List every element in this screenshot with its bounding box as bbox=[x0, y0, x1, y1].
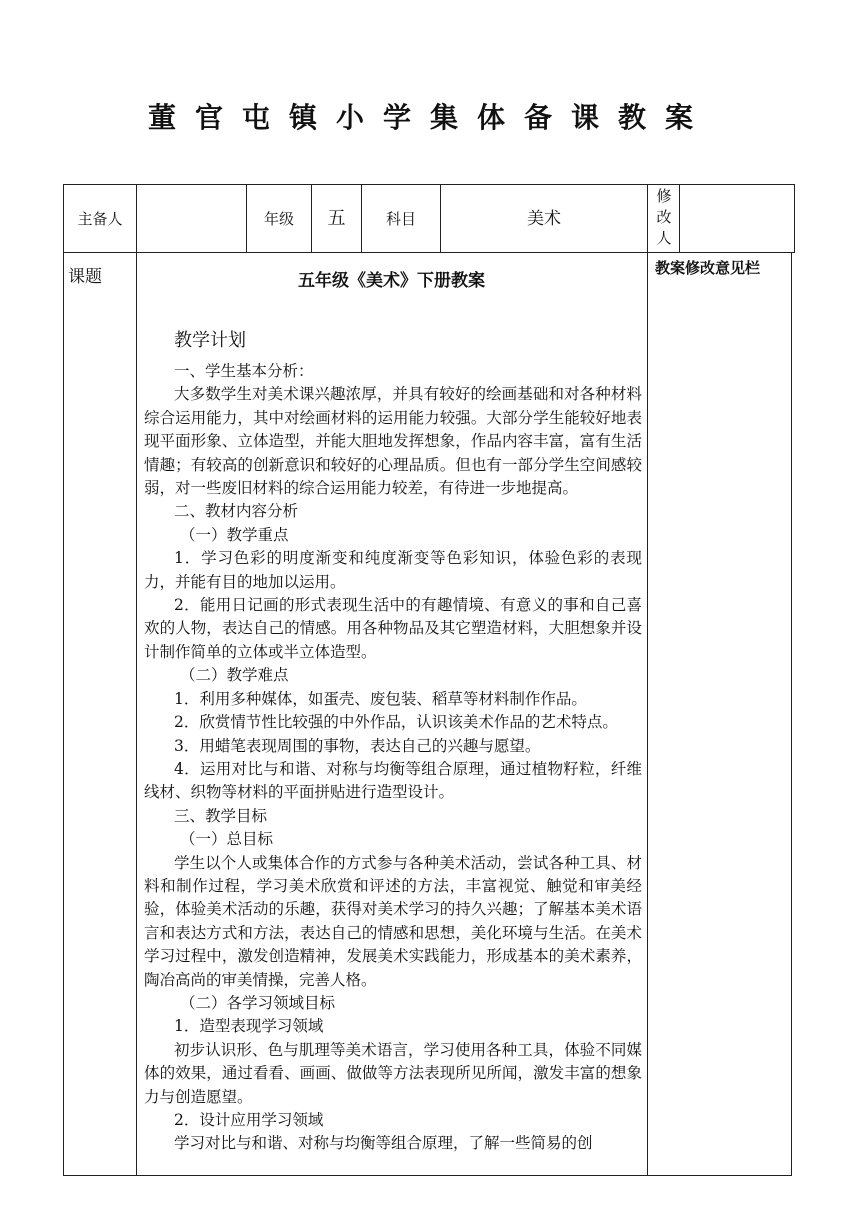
paragraph: 初步认识形、色与肌理等美术语言，学习使用各种工具，体验不同媒体的效果，通过看看、画画、做做等方法表现所见所闻，激发丰富的想象力与创造愿望。 bbox=[144, 1040, 642, 1106]
subsection-heading: （一）教学重点 bbox=[180, 525, 289, 544]
section-heading: 一、学生基本分析： bbox=[174, 362, 314, 380]
paragraph: 3．用蜡笔表现周围的事物，表达自己的兴趣与愿望。 bbox=[174, 736, 541, 755]
table-border-left bbox=[63, 184, 64, 1176]
grade-value: 五 bbox=[327, 207, 346, 229]
topic-label: 课题 bbox=[68, 267, 102, 287]
paragraph: 学生以个人或集体合作的方式参与各种美术活动，尝试各种工具、材料和制作过程，学习美术欣赏和评述的方法，丰富视觉、触觉和审美经验，体验美术活动的乐趣，获得对美术学习的持久兴趣；了解基本美术语言和表达方式和方法，表达自己的情感和思想，美化环境与生活。在美术学习过程中，激发创造精神，发展美术实践能力，形成基本的美术素养，陶冶高尚的审美情操，完善人格。 bbox=[144, 853, 642, 989]
subject-label: 科目 bbox=[385, 209, 416, 228]
reviser-value bbox=[680, 185, 794, 252]
paragraph: 2．欣赏情节性比较强的中外作品，认识该美术作品的艺术特点。 bbox=[174, 713, 618, 732]
paragraph: 4．运用对比与和谐、对称与均衡等组合原理，通过植物籽粒，纤维线材、织物等材料的平面拼贴进行造型设计。 bbox=[144, 759, 642, 802]
item-heading: 1．造型表现学习领域 bbox=[174, 1017, 324, 1036]
lead-label: 主备人 bbox=[77, 209, 123, 228]
page-title: 董官屯镇小学集体备课教案 bbox=[147, 101, 712, 134]
plan-heading: 教学计划 bbox=[174, 330, 246, 351]
reviser-label-char: 修 bbox=[656, 187, 672, 205]
paragraph: 2．能用日记画的形式表现生活中的有趣情境、有意义的事和自己喜欢的人物，表达自己的情感。用各种物品及其它塑造材料，大胆想象并设计制作简单的立体或半立体造型。 bbox=[144, 596, 642, 661]
col-divider-revision bbox=[647, 184, 648, 1176]
paragraph: 大多数学生对美术课兴趣浓厚，并具有较好的绘画基础和对各种材料综合运用能力，其中对绘画材料的运用能力较强。大部分学生能较好地表现平面形象、立体造型，并能大胆地发挥想象，作品内容丰富，富有生活情趣；有较高的创新意识和较好的心理品质。但也有一部分学生空间感较弱，对一些废旧材料的综合运用能力较差，有待进一步地提高。 bbox=[144, 385, 642, 498]
col-divider-topic bbox=[136, 184, 137, 1176]
lesson-plan-body bbox=[144, 328, 642, 1156]
paragraph: 1．利用多种媒体，如蛋壳、废包装、稻草等材料制作作品。 bbox=[174, 689, 587, 708]
subsection-heading: （二）教学难点 bbox=[180, 666, 289, 685]
table-border-bottom bbox=[63, 1175, 792, 1176]
reviser-label-char: 人 bbox=[656, 229, 672, 247]
subsection-heading: （二）各学习领域目标 bbox=[180, 993, 336, 1012]
paragraph: 学习对比与和谐、对称与均衡等组合原理，了解一些简易的创 bbox=[174, 1134, 593, 1153]
lead-value bbox=[137, 185, 246, 252]
item-heading: 2．设计应用学习领域 bbox=[174, 1111, 324, 1129]
reviser-label-char: 改 bbox=[656, 208, 672, 226]
reviser-label bbox=[649, 186, 679, 249]
document-title: 五年级《美术》下册教案 bbox=[298, 271, 485, 291]
table-border-right-lower bbox=[791, 252, 792, 1176]
grade-label: 年级 bbox=[263, 209, 294, 228]
section-heading: 二、教材内容分析 bbox=[174, 502, 299, 521]
header-row-divider bbox=[63, 252, 795, 253]
subject-value: 美术 bbox=[527, 208, 561, 229]
subsection-heading: （一）总目标 bbox=[180, 830, 274, 849]
revision-column-label: 教案修改意见栏 bbox=[655, 259, 761, 277]
paragraph: 1．学习色彩的明度渐变和纯度渐变等色彩知识，体验色彩的表现力，并能有目的地加以运用。 bbox=[144, 549, 642, 591]
section-heading: 三、教学目标 bbox=[174, 806, 268, 825]
table-border-right-upper bbox=[794, 184, 795, 253]
